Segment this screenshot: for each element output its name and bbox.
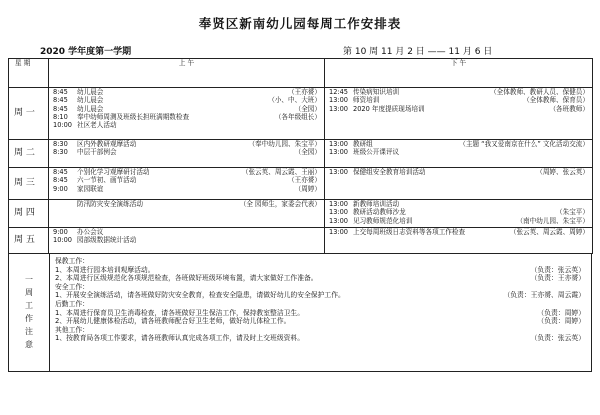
entry-person: （张云英、周云霞、周婷） (509, 228, 589, 236)
notes-side-label (9, 253, 50, 371)
entry-text: 师资培训 (353, 96, 380, 105)
note-owner: （负责：王亦赟、周云霞） (503, 291, 585, 300)
entry-person: （各班教师） (549, 104, 589, 113)
schedule-entry (49, 121, 324, 129)
note-line (55, 274, 585, 283)
schedule-entry (49, 236, 324, 244)
note-line (55, 334, 585, 343)
schedule-entry (49, 148, 324, 156)
note-line (55, 326, 585, 335)
schedule-entry (325, 228, 592, 236)
entry-time: 13:00 (329, 104, 349, 113)
entry-time: 10:00 (53, 236, 73, 245)
note-text: 1、本周进行保育员卫生消毒检查，请各班做好卫生保洁工作，保持教室整洁卫生。 (55, 308, 305, 317)
entry-time: 13:00 (329, 148, 349, 157)
entry-time: 13:00 (329, 216, 349, 225)
entry-person: （周婷、张云英） (536, 168, 589, 176)
entry-time: 13:00 (329, 208, 349, 217)
entry-text: 幼儿晨会 (77, 96, 104, 105)
schedule-entry (49, 168, 324, 176)
entry-person: （全园） (294, 104, 321, 113)
note-owner: （负责：周婷） (537, 308, 585, 317)
entry-time: 13:00 (329, 96, 349, 105)
entry-time: 13:00 (329, 228, 349, 236)
entry-person: （全 园师生，家委会代表） (239, 200, 321, 208)
note-text: 1、开展安全演练活动，请各班做好防灾安全教育，检查安全隐患，请做好幼儿的安全保护工作。 (55, 291, 345, 300)
side-label-char: 一 (25, 275, 33, 284)
pm-cell (325, 168, 593, 200)
note-text: 保教工作： (55, 257, 89, 265)
entry-person: （小、中、大班） (268, 96, 321, 105)
note-line (55, 317, 585, 326)
side-label-char: 意 (25, 340, 33, 349)
entry-person: （王亦赟） (288, 88, 321, 96)
am-cell (49, 168, 325, 200)
day-label: 周 四 (9, 200, 49, 228)
entry-person: （南中幼儿园、朱宝平） (516, 216, 589, 225)
schedule-entry (49, 113, 324, 121)
table-row (9, 88, 593, 140)
entry-time: 8:30 (53, 148, 68, 157)
entry-person: （全体教师、保育员） (523, 96, 589, 105)
entry-person: （王亦赟） (288, 176, 321, 185)
table-header (9, 59, 593, 88)
schedule-entry (49, 105, 324, 113)
note-line (55, 291, 585, 300)
schedule-table (8, 58, 593, 254)
entry-time: 13:00 (329, 140, 349, 148)
header-pm: 下 午 (325, 59, 593, 88)
entry-text: 传染病知识培训 (353, 88, 400, 96)
entry-time: 8:10 (53, 112, 68, 121)
note-line (55, 300, 585, 309)
school-year: 2020 学年度第一学期 (40, 47, 132, 57)
schedule-entry (325, 208, 592, 216)
schedule-entry (325, 217, 592, 225)
side-label-char: 作 (25, 314, 33, 323)
entry-text: 六一节初、画节活动 (77, 176, 137, 185)
note-line (55, 309, 585, 318)
entry-time (53, 200, 77, 208)
entry-person: （各年级组长） (274, 112, 321, 121)
table-row (9, 228, 593, 254)
entry-time: 8:45 (53, 96, 68, 105)
note-line (55, 266, 585, 275)
header-am: 上 午 (49, 59, 325, 88)
entry-time: 13:00 (329, 200, 349, 208)
schedule-entry (49, 140, 324, 148)
day-label: 周 五 (9, 228, 49, 254)
entry-text: 园部级数据统计活动 (77, 236, 137, 245)
entry-text: 教研组 (353, 140, 373, 148)
entry-text: 办公会议 (77, 228, 104, 236)
schedule-entry (325, 200, 592, 208)
pm-cell (325, 88, 593, 140)
weekly-notes-box (8, 253, 592, 372)
entry-text: 防汛防灾安全演练活动 (77, 200, 143, 208)
schedule-entry (49, 228, 324, 236)
note-owner: （负责：周婷） (537, 317, 585, 326)
note-text: 后勤工作： (55, 299, 89, 308)
entry-text: 奉中幼师周测及班级长担班满期数检查 (77, 112, 190, 121)
week-range: 第 10 周 11 月 2 日 —— 11 月 6 日 (343, 47, 493, 57)
note-line (55, 257, 585, 266)
table-row (9, 140, 593, 168)
am-cell (49, 200, 325, 228)
entry-person: （周婷） (294, 184, 321, 193)
page-title: 奉贤区新南幼儿园每周工作安排表 (198, 16, 402, 31)
notes-list (55, 257, 585, 343)
pm-cell (325, 228, 593, 254)
entry-time: 12:45 (329, 88, 349, 96)
schedule-entry (49, 96, 324, 104)
table-row (9, 168, 593, 200)
schedule-entry (325, 168, 592, 176)
entry-person: （全园） (294, 148, 321, 157)
entry-time: 13:00 (329, 168, 349, 176)
entry-time: 9:00 (53, 228, 68, 236)
note-text: 1、本周进行园本培训观摩活动。 (55, 265, 155, 274)
entry-text: 幼儿晨会 (77, 104, 104, 113)
note-text: 2、本周进行区级规范化各项规范检查，各班做好班级环境布置，请大家做好工作准备。 (55, 274, 318, 283)
note-owner: （负责：王亦赟） (530, 274, 585, 283)
entry-time: 8:45 (53, 168, 68, 176)
entry-person: （张云英、周云霞、王丽） (241, 168, 321, 176)
entry-text: 教研活动教师沙龙 (353, 208, 406, 217)
entry-time: 8:45 (53, 88, 68, 96)
entry-time: 10:00 (53, 121, 73, 130)
entry-text: 家园联谊 (77, 184, 104, 193)
schedule-entry (325, 105, 592, 113)
schedule-entry (325, 148, 592, 156)
note-owner: （负责：张云英） (530, 265, 585, 274)
entry-text: 中层干部例会 (77, 148, 117, 157)
entry-person: （奉中幼儿园、朱宝平） (248, 140, 321, 148)
schedule-entry (49, 185, 324, 193)
entry-text: 班级公开课评议 (353, 148, 400, 157)
entry-person: （全体教师、教研人员、保健员） (490, 88, 589, 96)
schedule-entry (49, 200, 324, 208)
note-text: 1、按教育局各项工作要求，请各班教师认真完成各项工作，请及时上交班级资料。 (55, 334, 305, 343)
side-label-char: 注 (25, 327, 33, 336)
entry-text: 幼儿晨会 (77, 88, 104, 96)
entry-text: 个别化学习观摩研讨活动 (77, 168, 150, 176)
entry-time: 8:45 (53, 176, 68, 185)
entry-time: 8:45 (53, 104, 68, 113)
pm-cell (325, 140, 593, 168)
entry-text: 社区老人活动 (77, 121, 117, 130)
schedule-entry (325, 140, 592, 148)
entry-text: 见习教师规范化培训 (353, 216, 413, 225)
am-cell (49, 228, 325, 254)
entry-person: （主题 “我又爱南京在什么” 文化活动交流） (459, 140, 589, 148)
entry-time: 9:00 (53, 184, 68, 193)
entry-text: 上交每周班级日志资料等各项工作检查 (353, 228, 466, 236)
schedule-entry (325, 96, 592, 104)
side-label-char: 工 (25, 301, 33, 310)
entry-person: （朱宝平） (556, 208, 589, 217)
side-label-char: 周 (25, 288, 33, 297)
pm-cell (325, 200, 593, 228)
day-label: 周 三 (9, 168, 49, 200)
am-cell (49, 88, 325, 140)
note-text: 其他工作： (55, 325, 89, 334)
table-row (9, 200, 593, 228)
entry-text: 保健组安全教育培训活动 (353, 168, 426, 176)
schedule-entry (49, 176, 324, 184)
entry-time: 8:30 (53, 140, 68, 148)
note-text: 2、开展幼儿健康体检活动，请各班教师配合好卫生老师，做好幼儿体检工作。 (55, 317, 291, 326)
entry-text: 区内外教研观摩活动 (77, 140, 137, 148)
am-cell (49, 140, 325, 168)
note-owner: （负责：张云英） (530, 334, 585, 343)
entry-text: 新教师培训活动 (353, 200, 400, 208)
day-label: 周 二 (9, 140, 49, 168)
note-text: 安全工作： (55, 282, 89, 291)
entry-text: 2020 年度提质现场培训 (353, 104, 425, 113)
header-week: 星 期 (9, 59, 49, 88)
day-label: 周 一 (9, 88, 49, 140)
